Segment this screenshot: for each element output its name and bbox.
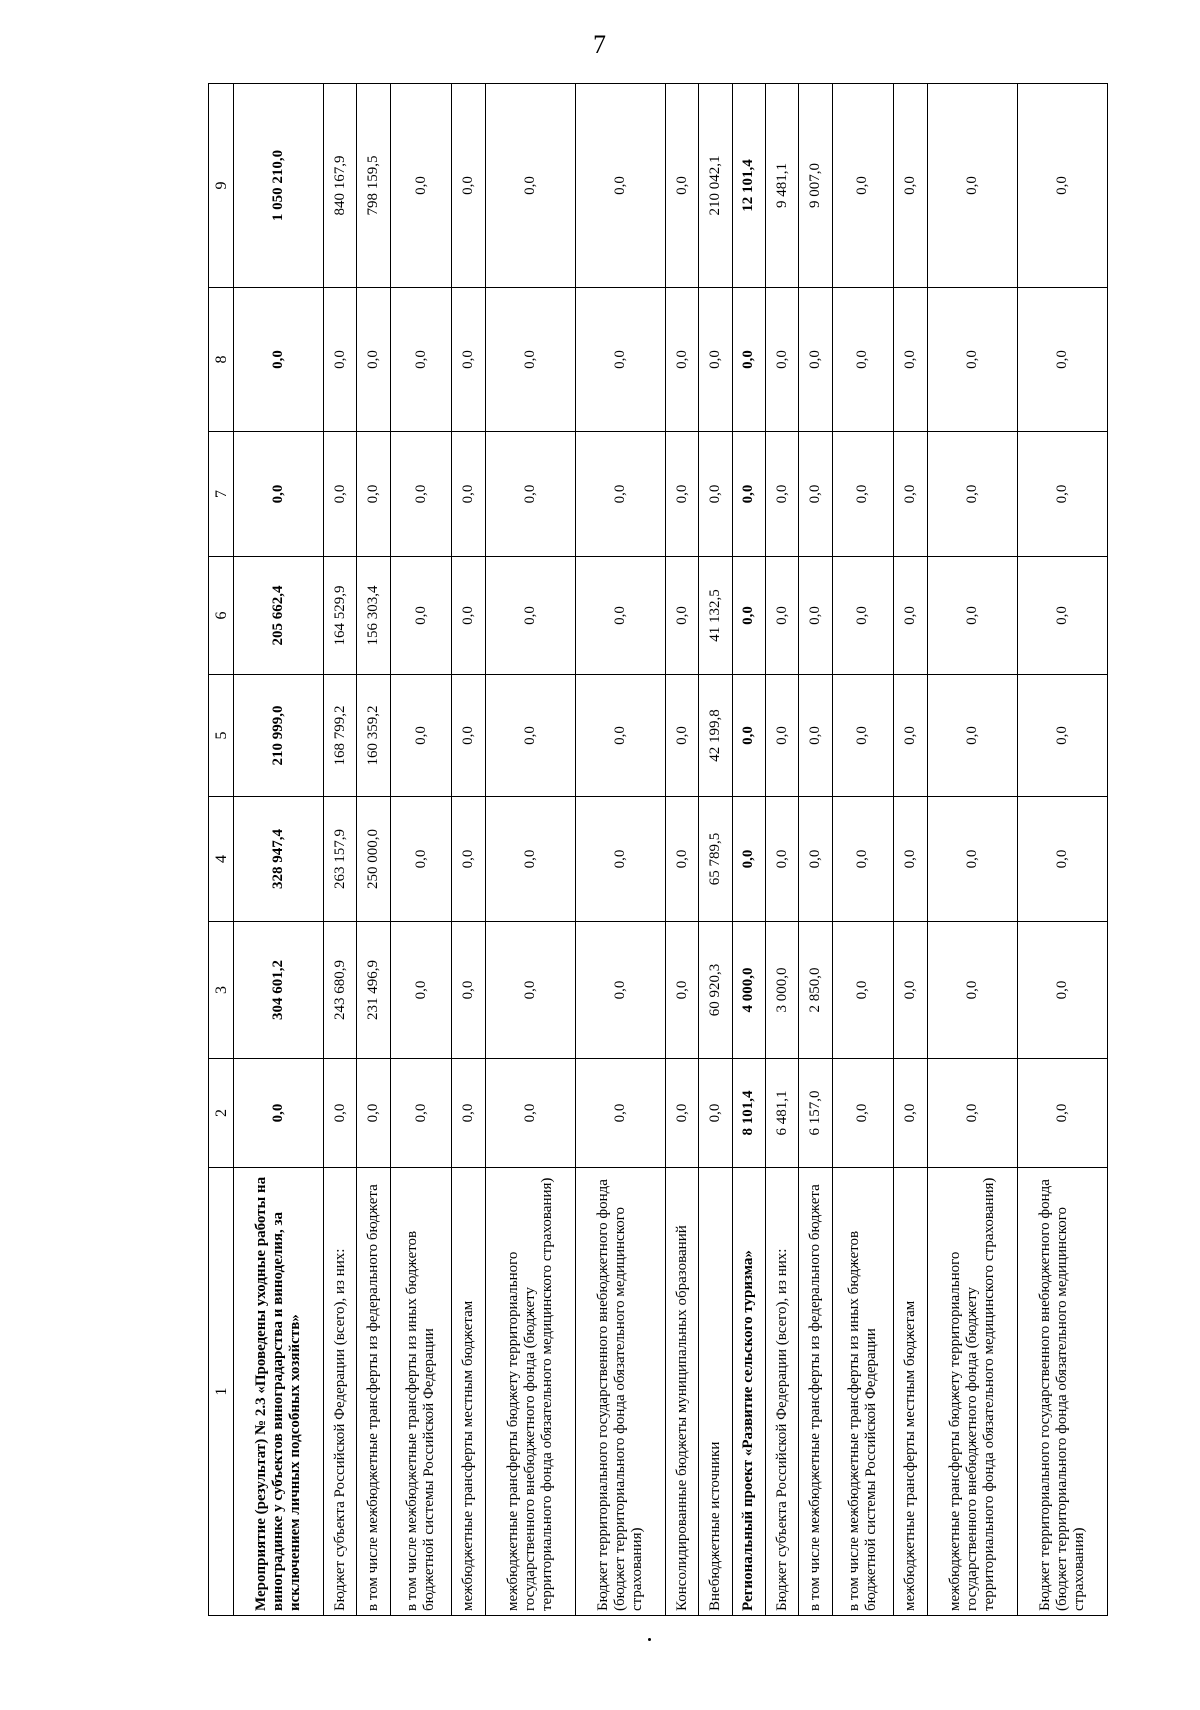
row-label: Мероприятие (результат) № 2.3 «Проведены уходные работы на виноградинке у субъектов виноградарства и виноделия, за исключением личных подсобных хозяйств» xyxy=(234,1168,324,1616)
cell-value: 0,0 xyxy=(390,675,452,797)
cell-value: 0,0 xyxy=(485,432,575,557)
cell-value: 0,0 xyxy=(665,797,698,922)
cell-value: 60 920,3 xyxy=(699,922,732,1059)
cell-value: 6 481,1 xyxy=(765,1059,798,1168)
cell-value: 9 481,1 xyxy=(765,84,798,288)
row-label: межбюджетные трансферты бюджету территориального государственного внебюджетного фонда (бюджету территориального фонда обязательного медицинского страхования) xyxy=(485,1168,575,1616)
cell-value: 0,0 xyxy=(357,288,390,432)
cell-value: 0,0 xyxy=(894,922,927,1059)
cell-value: 0,0 xyxy=(452,557,485,675)
cell-value: 0,0 xyxy=(732,557,765,675)
cell-value: 0,0 xyxy=(832,675,894,797)
table-row xyxy=(799,84,832,1616)
cell-value: 0,0 xyxy=(832,797,894,922)
column-header: 4 xyxy=(209,797,234,922)
table-row xyxy=(452,84,485,1616)
cell-value: 0,0 xyxy=(485,922,575,1059)
cell-value: 0,0 xyxy=(894,1059,927,1168)
cell-value: 0,0 xyxy=(390,797,452,922)
cell-value: 0,0 xyxy=(927,288,1017,432)
cell-value: 263 157,9 xyxy=(324,797,357,922)
cell-value: 0,0 xyxy=(665,1059,698,1168)
cell-value: 2 850,0 xyxy=(799,922,832,1059)
cell-value: 0,0 xyxy=(1017,557,1107,675)
cell-value: 0,0 xyxy=(324,1059,357,1168)
rotated-table-container xyxy=(208,84,1108,1616)
column-header: 6 xyxy=(209,557,234,675)
cell-value: 0,0 xyxy=(699,288,732,432)
row-label: в том числе межбюджетные трансферты из федерального бюджета xyxy=(799,1168,832,1616)
cell-value: 0,0 xyxy=(390,432,452,557)
cell-value: 0,0 xyxy=(357,432,390,557)
cell-value: 3 000,0 xyxy=(765,922,798,1059)
cell-value: 0,0 xyxy=(1017,797,1107,922)
cell-value: 0,0 xyxy=(234,432,324,557)
cell-value: 0,0 xyxy=(324,288,357,432)
cell-value: 0,0 xyxy=(485,675,575,797)
cell-value: 0,0 xyxy=(927,432,1017,557)
cell-value: 0,0 xyxy=(1017,432,1107,557)
cell-value: 0,0 xyxy=(665,432,698,557)
table-row xyxy=(324,84,357,1616)
page-number: 7 xyxy=(593,30,606,59)
row-label: Бюджет территориального государственного внебюджетного фонда (бюджет территориального фонда обязательного медицинского страхования) xyxy=(575,1168,665,1616)
table-row xyxy=(894,84,927,1616)
cell-value: 4 000,0 xyxy=(732,922,765,1059)
cell-value: 0,0 xyxy=(575,84,665,288)
cell-value: 0,0 xyxy=(894,84,927,288)
cell-value: 0,0 xyxy=(485,84,575,288)
column-header: 7 xyxy=(209,432,234,557)
table-row xyxy=(234,84,324,1616)
cell-value: 0,0 xyxy=(832,84,894,288)
cell-value: 42 199,8 xyxy=(699,675,732,797)
cell-value: 0,0 xyxy=(485,1059,575,1168)
cell-value: 0,0 xyxy=(927,557,1017,675)
cell-value: 0,0 xyxy=(799,557,832,675)
cell-value: 0,0 xyxy=(575,432,665,557)
cell-value: 0,0 xyxy=(732,797,765,922)
cell-value: 0,0 xyxy=(452,288,485,432)
table-row xyxy=(575,84,665,1616)
column-header: 2 xyxy=(209,1059,234,1168)
cell-value: 0,0 xyxy=(234,1059,324,1168)
column-header: 9 xyxy=(209,84,234,288)
cell-value: 0,0 xyxy=(1017,922,1107,1059)
scan-dot xyxy=(648,1638,651,1641)
cell-value: 156 303,4 xyxy=(357,557,390,675)
cell-value: 0,0 xyxy=(665,84,698,288)
cell-value: 164 529,9 xyxy=(324,557,357,675)
cell-value: 0,0 xyxy=(765,432,798,557)
table-row xyxy=(765,84,798,1616)
cell-value: 0,0 xyxy=(390,557,452,675)
table-row xyxy=(665,84,698,1616)
cell-value: 65 789,5 xyxy=(699,797,732,922)
cell-value: 0,0 xyxy=(765,288,798,432)
cell-value: 0,0 xyxy=(452,1059,485,1168)
cell-value: 0,0 xyxy=(575,1059,665,1168)
cell-value: 160 359,2 xyxy=(357,675,390,797)
cell-value: 1 050 210,0 xyxy=(234,84,324,288)
cell-value: 0,0 xyxy=(894,675,927,797)
cell-value: 12 101,4 xyxy=(732,84,765,288)
cell-value: 840 167,9 xyxy=(324,84,357,288)
cell-value: 0,0 xyxy=(575,922,665,1059)
table-row xyxy=(357,84,390,1616)
cell-value: 8 101,4 xyxy=(732,1059,765,1168)
cell-value: 0,0 xyxy=(234,288,324,432)
cell-value: 0,0 xyxy=(894,288,927,432)
cell-value: 0,0 xyxy=(799,797,832,922)
cell-value: 0,0 xyxy=(390,288,452,432)
column-header: 8 xyxy=(209,288,234,432)
cell-value: 0,0 xyxy=(927,84,1017,288)
row-label: Бюджет субъекта Российской Федерации (всего), из них: xyxy=(324,1168,357,1616)
cell-value: 0,0 xyxy=(927,675,1017,797)
cell-value: 0,0 xyxy=(390,922,452,1059)
cell-value: 0,0 xyxy=(485,797,575,922)
row-label: в том числе межбюджетные трансферты из иных бюджетов бюджетной системы Российской Федерации xyxy=(832,1168,894,1616)
cell-value: 0,0 xyxy=(799,288,832,432)
cell-value: 0,0 xyxy=(1017,288,1107,432)
row-label: межбюджетные трансферты бюджету территориального государственного внебюджетного фонда (бюджету территориального фонда обязательного медицинского страхования) xyxy=(927,1168,1017,1616)
cell-value: 0,0 xyxy=(799,432,832,557)
table-row xyxy=(732,84,765,1616)
cell-value: 0,0 xyxy=(832,432,894,557)
cell-value: 0,0 xyxy=(832,288,894,432)
cell-value: 0,0 xyxy=(832,1059,894,1168)
column-header: 5 xyxy=(209,675,234,797)
cell-value: 0,0 xyxy=(927,797,1017,922)
table-row xyxy=(485,84,575,1616)
cell-value: 250 000,0 xyxy=(357,797,390,922)
cell-value: 0,0 xyxy=(765,557,798,675)
cell-value: 0,0 xyxy=(894,797,927,922)
cell-value: 0,0 xyxy=(390,1059,452,1168)
cell-value: 0,0 xyxy=(1017,84,1107,288)
cell-value: 0,0 xyxy=(452,922,485,1059)
cell-value: 0,0 xyxy=(665,922,698,1059)
cell-value: 0,0 xyxy=(324,432,357,557)
cell-value: 0,0 xyxy=(665,675,698,797)
table-body xyxy=(234,84,1108,1616)
cell-value: 0,0 xyxy=(390,84,452,288)
cell-value: 0,0 xyxy=(832,557,894,675)
cell-value: 0,0 xyxy=(732,288,765,432)
cell-value: 0,0 xyxy=(665,288,698,432)
column-header: 1 xyxy=(209,1168,234,1616)
cell-value: 210 042,1 xyxy=(699,84,732,288)
cell-value: 0,0 xyxy=(1017,675,1107,797)
table-row xyxy=(927,84,1017,1616)
row-label: в том числе межбюджетные трансферты из федерального бюджета xyxy=(357,1168,390,1616)
cell-value: 0,0 xyxy=(894,557,927,675)
row-label: Бюджет субъекта Российской Федерации (всего), из них: xyxy=(765,1168,798,1616)
cell-value: 0,0 xyxy=(575,288,665,432)
row-label: межбюджетные трансферты местным бюджетам xyxy=(452,1168,485,1616)
cell-value: 0,0 xyxy=(357,1059,390,1168)
cell-value: 0,0 xyxy=(452,675,485,797)
table-row xyxy=(699,84,732,1616)
cell-value: 0,0 xyxy=(732,432,765,557)
cell-value: 0,0 xyxy=(575,675,665,797)
cell-value: 41 132,5 xyxy=(699,557,732,675)
cell-value: 0,0 xyxy=(765,797,798,922)
cell-value: 210 999,0 xyxy=(234,675,324,797)
row-label: Консолидированные бюджеты муниципальных образований xyxy=(665,1168,698,1616)
cell-value: 798 159,5 xyxy=(357,84,390,288)
table-row xyxy=(390,84,452,1616)
cell-value: 205 662,4 xyxy=(234,557,324,675)
cell-value: 0,0 xyxy=(575,797,665,922)
table-row xyxy=(1017,84,1107,1616)
cell-value: 304 601,2 xyxy=(234,922,324,1059)
cell-value: 9 007,0 xyxy=(799,84,832,288)
cell-value: 0,0 xyxy=(927,1059,1017,1168)
cell-value: 6 157,0 xyxy=(799,1059,832,1168)
cell-value: 0,0 xyxy=(575,557,665,675)
row-label: Внебюджетные источники xyxy=(699,1168,732,1616)
cell-value: 0,0 xyxy=(452,797,485,922)
row-label: Региональный проект «Развитие сельского туризма» xyxy=(732,1168,765,1616)
cell-value: 0,0 xyxy=(799,675,832,797)
row-label: межбюджетные трансферты местным бюджетам xyxy=(894,1168,927,1616)
cell-value: 0,0 xyxy=(452,432,485,557)
cell-value: 168 799,2 xyxy=(324,675,357,797)
column-header: 3 xyxy=(209,922,234,1059)
row-label: Бюджет территориального государственного внебюджетного фонда (бюджет территориального фонда обязательного медицинского страхования) xyxy=(1017,1168,1107,1616)
cell-value: 0,0 xyxy=(832,922,894,1059)
cell-value: 231 496,9 xyxy=(357,922,390,1059)
cell-value: 243 680,9 xyxy=(324,922,357,1059)
table-row xyxy=(832,84,894,1616)
cell-value: 328 947,4 xyxy=(234,797,324,922)
cell-value: 0,0 xyxy=(452,84,485,288)
budget-table xyxy=(208,83,1108,1616)
cell-value: 0,0 xyxy=(699,432,732,557)
header-row xyxy=(209,84,234,1616)
cell-value: 0,0 xyxy=(732,675,765,797)
cell-value: 0,0 xyxy=(1017,1059,1107,1168)
cell-value: 0,0 xyxy=(927,922,1017,1059)
cell-value: 0,0 xyxy=(485,288,575,432)
cell-value: 0,0 xyxy=(485,557,575,675)
cell-value: 0,0 xyxy=(665,557,698,675)
cell-value: 0,0 xyxy=(765,675,798,797)
cell-value: 0,0 xyxy=(699,1059,732,1168)
cell-value: 0,0 xyxy=(894,432,927,557)
row-label: в том числе межбюджетные трансферты из иных бюджетов бюджетной системы Российской Федерации xyxy=(390,1168,452,1616)
